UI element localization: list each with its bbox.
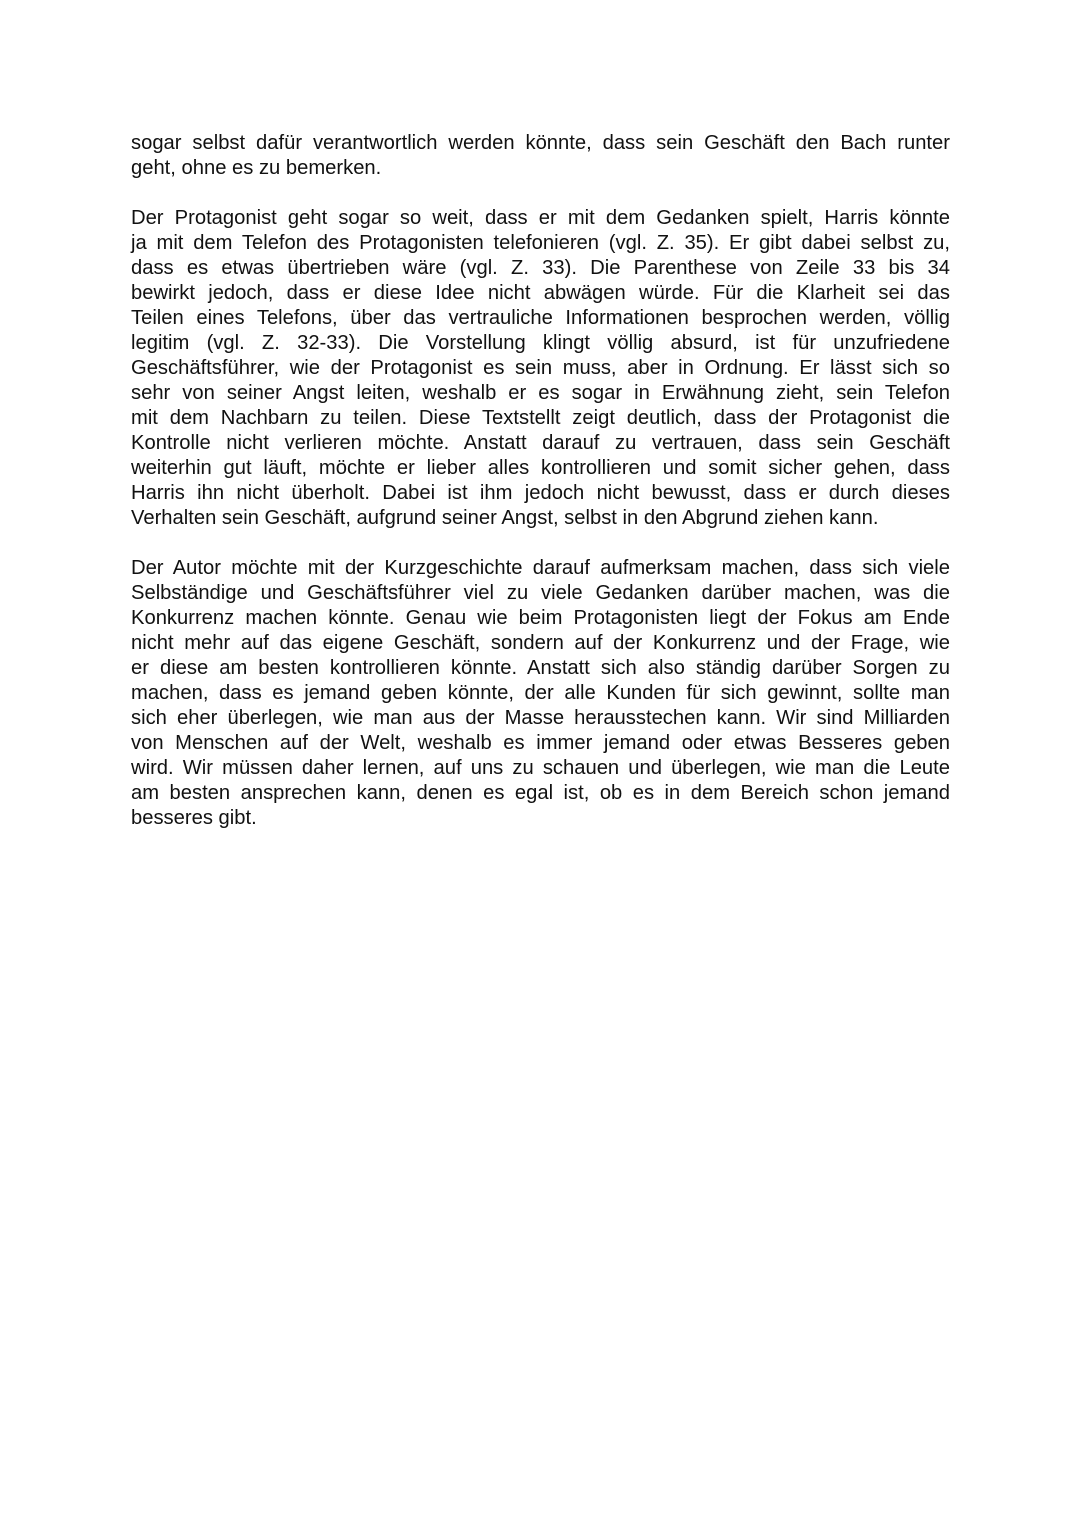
text-line: geht, ohne es zu bemerken.	[131, 157, 382, 179]
text-line: Der Autor möchte mit der Kurzgeschichte darauf aufmerksam machen, dass sich viele	[131, 557, 950, 579]
text-line: bewirkt jedoch, dass er diese Idee nicht abwägen würde. Für die Klarheit sei das	[131, 282, 950, 304]
paragraph-3	[131, 556, 950, 831]
text-line: er diese am besten kontrollieren könnte. Anstatt sich also ständig darüber Sorgen zu	[131, 657, 950, 679]
paragraph-2	[131, 206, 950, 531]
text-line: Selbständige und Geschäftsführer viel zu viele Gedanken darüber machen, was die	[131, 582, 950, 604]
text-line: am besten ansprechen kann, denen es egal ist, ob es in dem Bereich schon jemand	[131, 782, 950, 804]
text-line: Verhalten sein Geschäft, aufgrund seiner Angst, selbst in den Abgrund ziehen kann.	[131, 507, 879, 529]
text-line: sogar selbst dafür verantwortlich werden könnte, dass sein Geschäft den Bach runter	[131, 132, 950, 154]
text-line: Der Protagonist geht sogar so weit, dass er mit dem Gedanken spielt, Harris könnte	[131, 207, 950, 229]
paragraph-1	[131, 131, 950, 181]
text-line: sich eher überlegen, wie man aus der Masse herausstechen kann. Wir sind Milliarden	[131, 707, 950, 729]
text-line: besseres gibt.	[131, 807, 257, 829]
text-line: wird. Wir müssen daher lernen, auf uns zu schauen und überlegen, wie man die Leute	[131, 757, 950, 779]
text-line: von Menschen auf der Welt, weshalb es immer jemand oder etwas Besseres geben	[131, 732, 950, 754]
text-line: nicht mehr auf das eigene Geschäft, sondern auf der Konkurrenz und der Frage, wie	[131, 632, 950, 654]
text-line: sehr von seiner Angst leiten, weshalb er es sogar in Erwähnung zieht, sein Telefon	[131, 382, 950, 404]
document-text-body	[131, 131, 950, 856]
text-line: Teilen eines Telefons, über das vertrauliche Informationen besprochen werden, völlig	[131, 307, 950, 329]
text-line: Geschäftsführer, wie der Protagonist es sein muss, aber in Ordnung. Er lässt sich so	[131, 357, 950, 379]
text-line: dass es etwas übertrieben wäre (vgl. Z. 33). Die Parenthese von Zeile 33 bis 34	[131, 257, 950, 279]
text-line: mit dem Nachbarn zu teilen. Diese Textstellt zeigt deutlich, dass der Protagonist die	[131, 407, 950, 429]
text-line: Kontrolle nicht verlieren möchte. Anstatt darauf zu vertrauen, dass sein Geschäft	[131, 432, 950, 454]
text-line: weiterhin gut läuft, möchte er lieber alles kontrollieren und somit sicher gehen, dass	[131, 457, 950, 479]
text-line: ja mit dem Telefon des Protagonisten telefonieren (vgl. Z. 35). Er gibt dabei selbst zu,	[131, 232, 950, 254]
text-line: Konkurrenz machen könnte. Genau wie beim Protagonisten liegt der Fokus am Ende	[131, 607, 950, 629]
text-line: machen, dass es jemand geben könnte, der alle Kunden für sich gewinnt, sollte man	[131, 682, 950, 704]
text-line: legitim (vgl. Z. 32-33). Die Vorstellung klingt völlig absurd, ist für unzufriedene	[131, 332, 950, 354]
text-line: Harris ihn nicht überholt. Dabei ist ihm jedoch nicht bewusst, dass er durch dieses	[131, 482, 950, 504]
